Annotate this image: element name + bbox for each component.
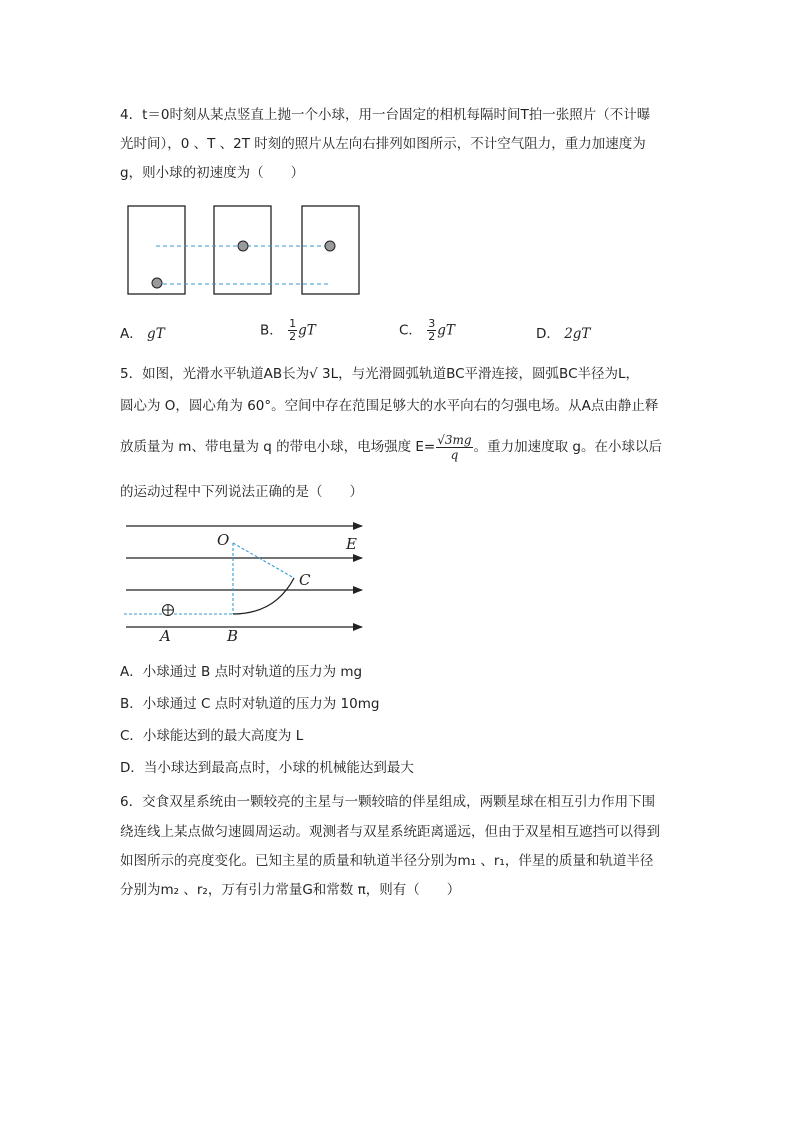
q5-option-a[interactable]: A．小球通过 B 点时对轨道的压力为 mg [120,664,363,680]
q5-line-3-end: 。重力加速度取 g。在小球以后 [473,439,662,455]
q4-option-b[interactable] [260,318,316,343]
label-O: O [217,531,230,549]
arc-BC [233,578,294,614]
option-label: B． [260,322,283,339]
label-A: A [160,627,171,645]
q4-option-d[interactable] [536,324,590,344]
q5-line-4: 的运动过程中下列说法正确的是（ ） [120,484,363,500]
q5-option-b[interactable]: B．小球通过 C 点时对轨道的压力为 10mg [120,696,380,712]
q5-option-c[interactable]: C．小球能达到的最大高度为 L [120,728,304,744]
q5-field-figure [120,515,370,645]
field-strength-fraction: $\frac{√3mg}{q}$ [437,432,472,462]
q4-option-a[interactable] [120,324,165,344]
q5-line-3 [120,432,662,462]
label-C: C [299,571,311,589]
fraction-one-half: $\frac{1}{2}$ [289,317,297,343]
q6-line-2: 绕连线上某点做匀速圆周运动。观测者与双星系统距离遥远，但由于双星相互遮挡可以得到 [120,824,660,840]
q5-option-d[interactable]: D．当小球达到最高点时，小球的机械能达到最大 [120,760,414,776]
q4-line-2: 光时间），0 、T 、2T 时刻的照片从左向右排列如图所示，不计空气阻力，重力加速度为 [120,136,646,152]
dashed-radius-OC [233,543,294,578]
q5-line-2: 圆心为 O，圆心角为 60°。空间中存在范围足够大的水平向右的匀强电场。从A点由静止释 [120,398,659,414]
option-label: A． [120,326,143,342]
q4-option-c[interactable] [399,318,455,343]
ball-t0 [152,278,162,288]
q4-line-1: 4．t＝0时刻从某点竖直上抛一个小球，用一台固定的相机每隔时间T拍一张照片（不计曝 [120,107,651,123]
option-value: gT [147,326,165,342]
ball-T [238,241,248,251]
option-value: gT [437,322,455,339]
q5-line-3-start: 放质量为 m、带电量为 q 的带电小球，电场强度 E= [120,439,436,455]
fraction-three-halves: $\frac{3}{2}$ [428,317,436,343]
q6-line-1: 6．交食双星系统由一颗较亮的主星与一颗较暗的伴星组成，两颗星球在相互引力作用下围 [120,794,656,810]
ball-2T [325,241,335,251]
label-E: E [346,535,357,553]
label-B: B [227,627,239,645]
option-label: C． [399,322,422,339]
option-label: D． [536,326,560,342]
option-value: gT [298,322,316,339]
q4-photo-figure [120,198,370,300]
option-value: 2gT [564,326,591,342]
q6-line-3: 如图所示的亮度变化。已知主星的质量和轨道半径分别为m₁ 、r₁，伴星的质量和轨道半径 [120,853,654,869]
q4-line-3: g，则小球的初速度为（ ） [120,165,305,181]
q5-line-1: 5．如图，光滑水平轨道AB长为√ 3L，与光滑圆弧轨道BC平滑连接，圆弧BC半径为L， [120,366,640,382]
q6-line-4: 分别为m₂ 、r₂，万有引力常量G和常数 π，则有（ ） [120,882,461,898]
